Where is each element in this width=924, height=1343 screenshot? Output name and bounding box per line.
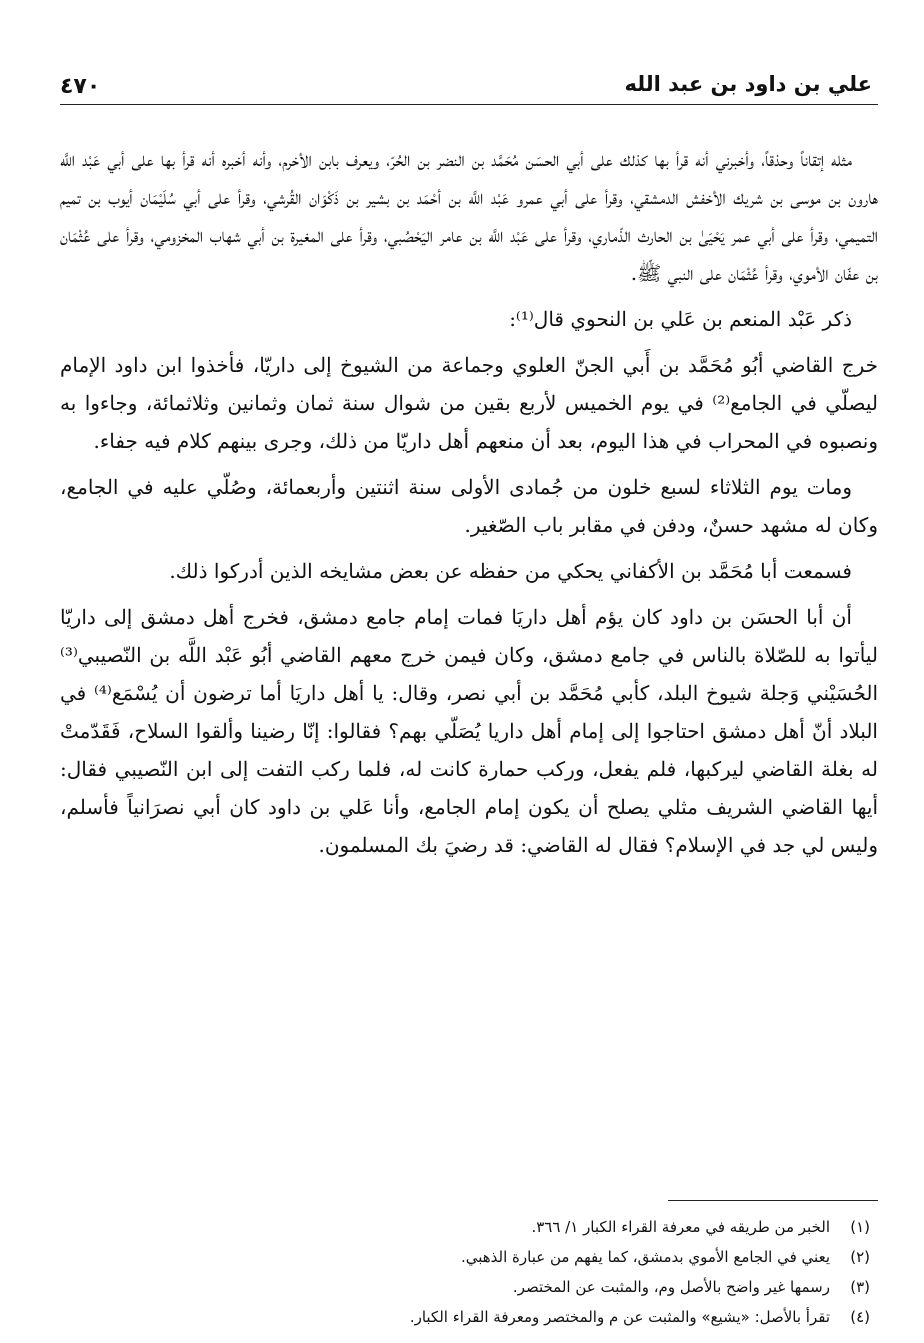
- footnotes: [60, 1212, 878, 1332]
- paragraph-story: أن أبا الحسَن بن داود كان يؤم أهل داريَا فمات إمام جامع دمشق، فخرج أهل دمشق إلى داريّا ليأتوا به للصّلاة بالناس في جامع دمشق، وكان فيمن خرج معهم القاضي أبُو عَبْد اللَّه بن النّصيبي⁽³⁾ الحُسَيْني وَجلة شيوخ البلد، كأبي مُحَمَّد بن أبي نصر، وقال: يا أهل داريَا أما ترضون أن يُسْمَع⁽⁴⁾ في البلاد أنّ أهل دمشق احتاجوا إلى إمام أهل داريا يُصَلّي بهم؟ فقالوا: إنّا رضينا وألقوا السلاح، فَقَدّمتْ له بغلة القاضي ليركبها، فلم يفعل، وركب حمارة كانت له، فلما ركب التفت إلى ابن النّصيبي فقال: أيها القاضي الشريف مثلي يصلح أن يكون إمام الجامع، وأنا عَلي بن داود كان أبي نصرَانياً فأسلم، وليس لي جد في الإسلام؟ فقال له القاضي: قد رضيَ بك المسلمون.: [60, 605, 879, 857]
- body-text: [60, 140, 878, 872]
- footnote-text: الخبر من طريقه في معرفة القراء الكبار ١/ ٣٦٦.: [531, 1218, 830, 1236]
- running-title: علي بن داود بن عبد الله: [624, 72, 872, 96]
- page-number: ٤٧٠: [60, 74, 101, 99]
- footnote-number: (٢): [850, 1248, 870, 1266]
- footnote-number: (٤): [850, 1308, 870, 1326]
- paragraph-chain-of-narration: مثله إتقاناً وحذقاً، وأخبرني أنه قرأ بها كذلك على أبي الحسَن مُحَمَّد بن النضر بن الحُرّ، ويعرف بابن الأخرم، وأنه أخبره أنه قرأ بها على أبي عَبْد اللَّه هارون بن موسى بن شريك الأخفش الدمشقي، وقرأ على أبي عمرو عَبْد اللَّه بن أحْمَد بن بشير بن ذَكْوَان القُرشي، وقرأ على أبي سُلَيْمَان أيوب بن تميم التميمي، وقرأ على أبي عمر يَحْيَىٰ بن الحارث الذّماري، وقرأ على عَبْد اللَّه بن عامر اليَحْصُبي، وقرأ على المغيرة بن أبي شهاب المخزومي، وقرأ على عُثْمَان بن عفّان الأموي، وقرأ عُثْمَان على النبي ﷺ.: [60, 147, 878, 285]
- paragraph-death: ومات يوم الثلاثاء لسبع خلون من جُمادى الأولى سنة اثنتين وأربعمائة، وصُلّي عليه في الجامع، وكان له مشهد حسنٌ، ودفن في مقابر باب الصّغير.: [60, 475, 878, 537]
- footnote-number: (١): [850, 1218, 870, 1236]
- footnote-text: يعني في الجامع الأموي بدمشق، كما يفهم من عبارة الذهبي.: [460, 1248, 830, 1266]
- footnote-item: [60, 1272, 878, 1302]
- paragraph-akfani: فسمعت أبا مُحَمَّد بن الأكفاني يحكي من حفظه عن بعض مشايخه الذين أدركوا ذلك.: [169, 559, 852, 583]
- running-head: [60, 70, 878, 104]
- footnote-number: (٣): [850, 1278, 870, 1296]
- book-page: [60, 60, 879, 1326]
- footnote-text: رسمها غير واضح بالأصل وم، والمثبت عن المختصر.: [512, 1278, 830, 1296]
- footnote-item: [60, 1302, 878, 1332]
- paragraph-darayya-visit: خرج القاضي أبُو مُحَمَّد بن أَبي الجنّ العلوي وجماعة من الشيوخ إلى داريّا، فأخذوا ابن داود الإمام ليصلّي في الجامع⁽²⁾ في يوم الخميس لأربع بقين من شوال سنة ثمان وثمانين وثلاثمائة، وجاءوا به ونصبوه في المحراب في هذا اليوم، بعد أن منعهم أهل داريّا من ذلك، وجرى بينهم كلام فيه جفاء.: [60, 353, 878, 453]
- footnote-text: تقرأ بالأصل: «يشيع» والمثبت عن م والمختصر ومعرفة القراء الكبار.: [409, 1308, 830, 1326]
- paragraph-narrator-intro: ذكر عَبْد المنعم بن عَلي بن النحوي قال⁽¹⁾:: [509, 307, 852, 331]
- footnote-rule: [668, 1200, 878, 1201]
- footnote-item: [60, 1242, 878, 1272]
- header-rule: [60, 104, 878, 105]
- footnote-item: [60, 1212, 878, 1242]
